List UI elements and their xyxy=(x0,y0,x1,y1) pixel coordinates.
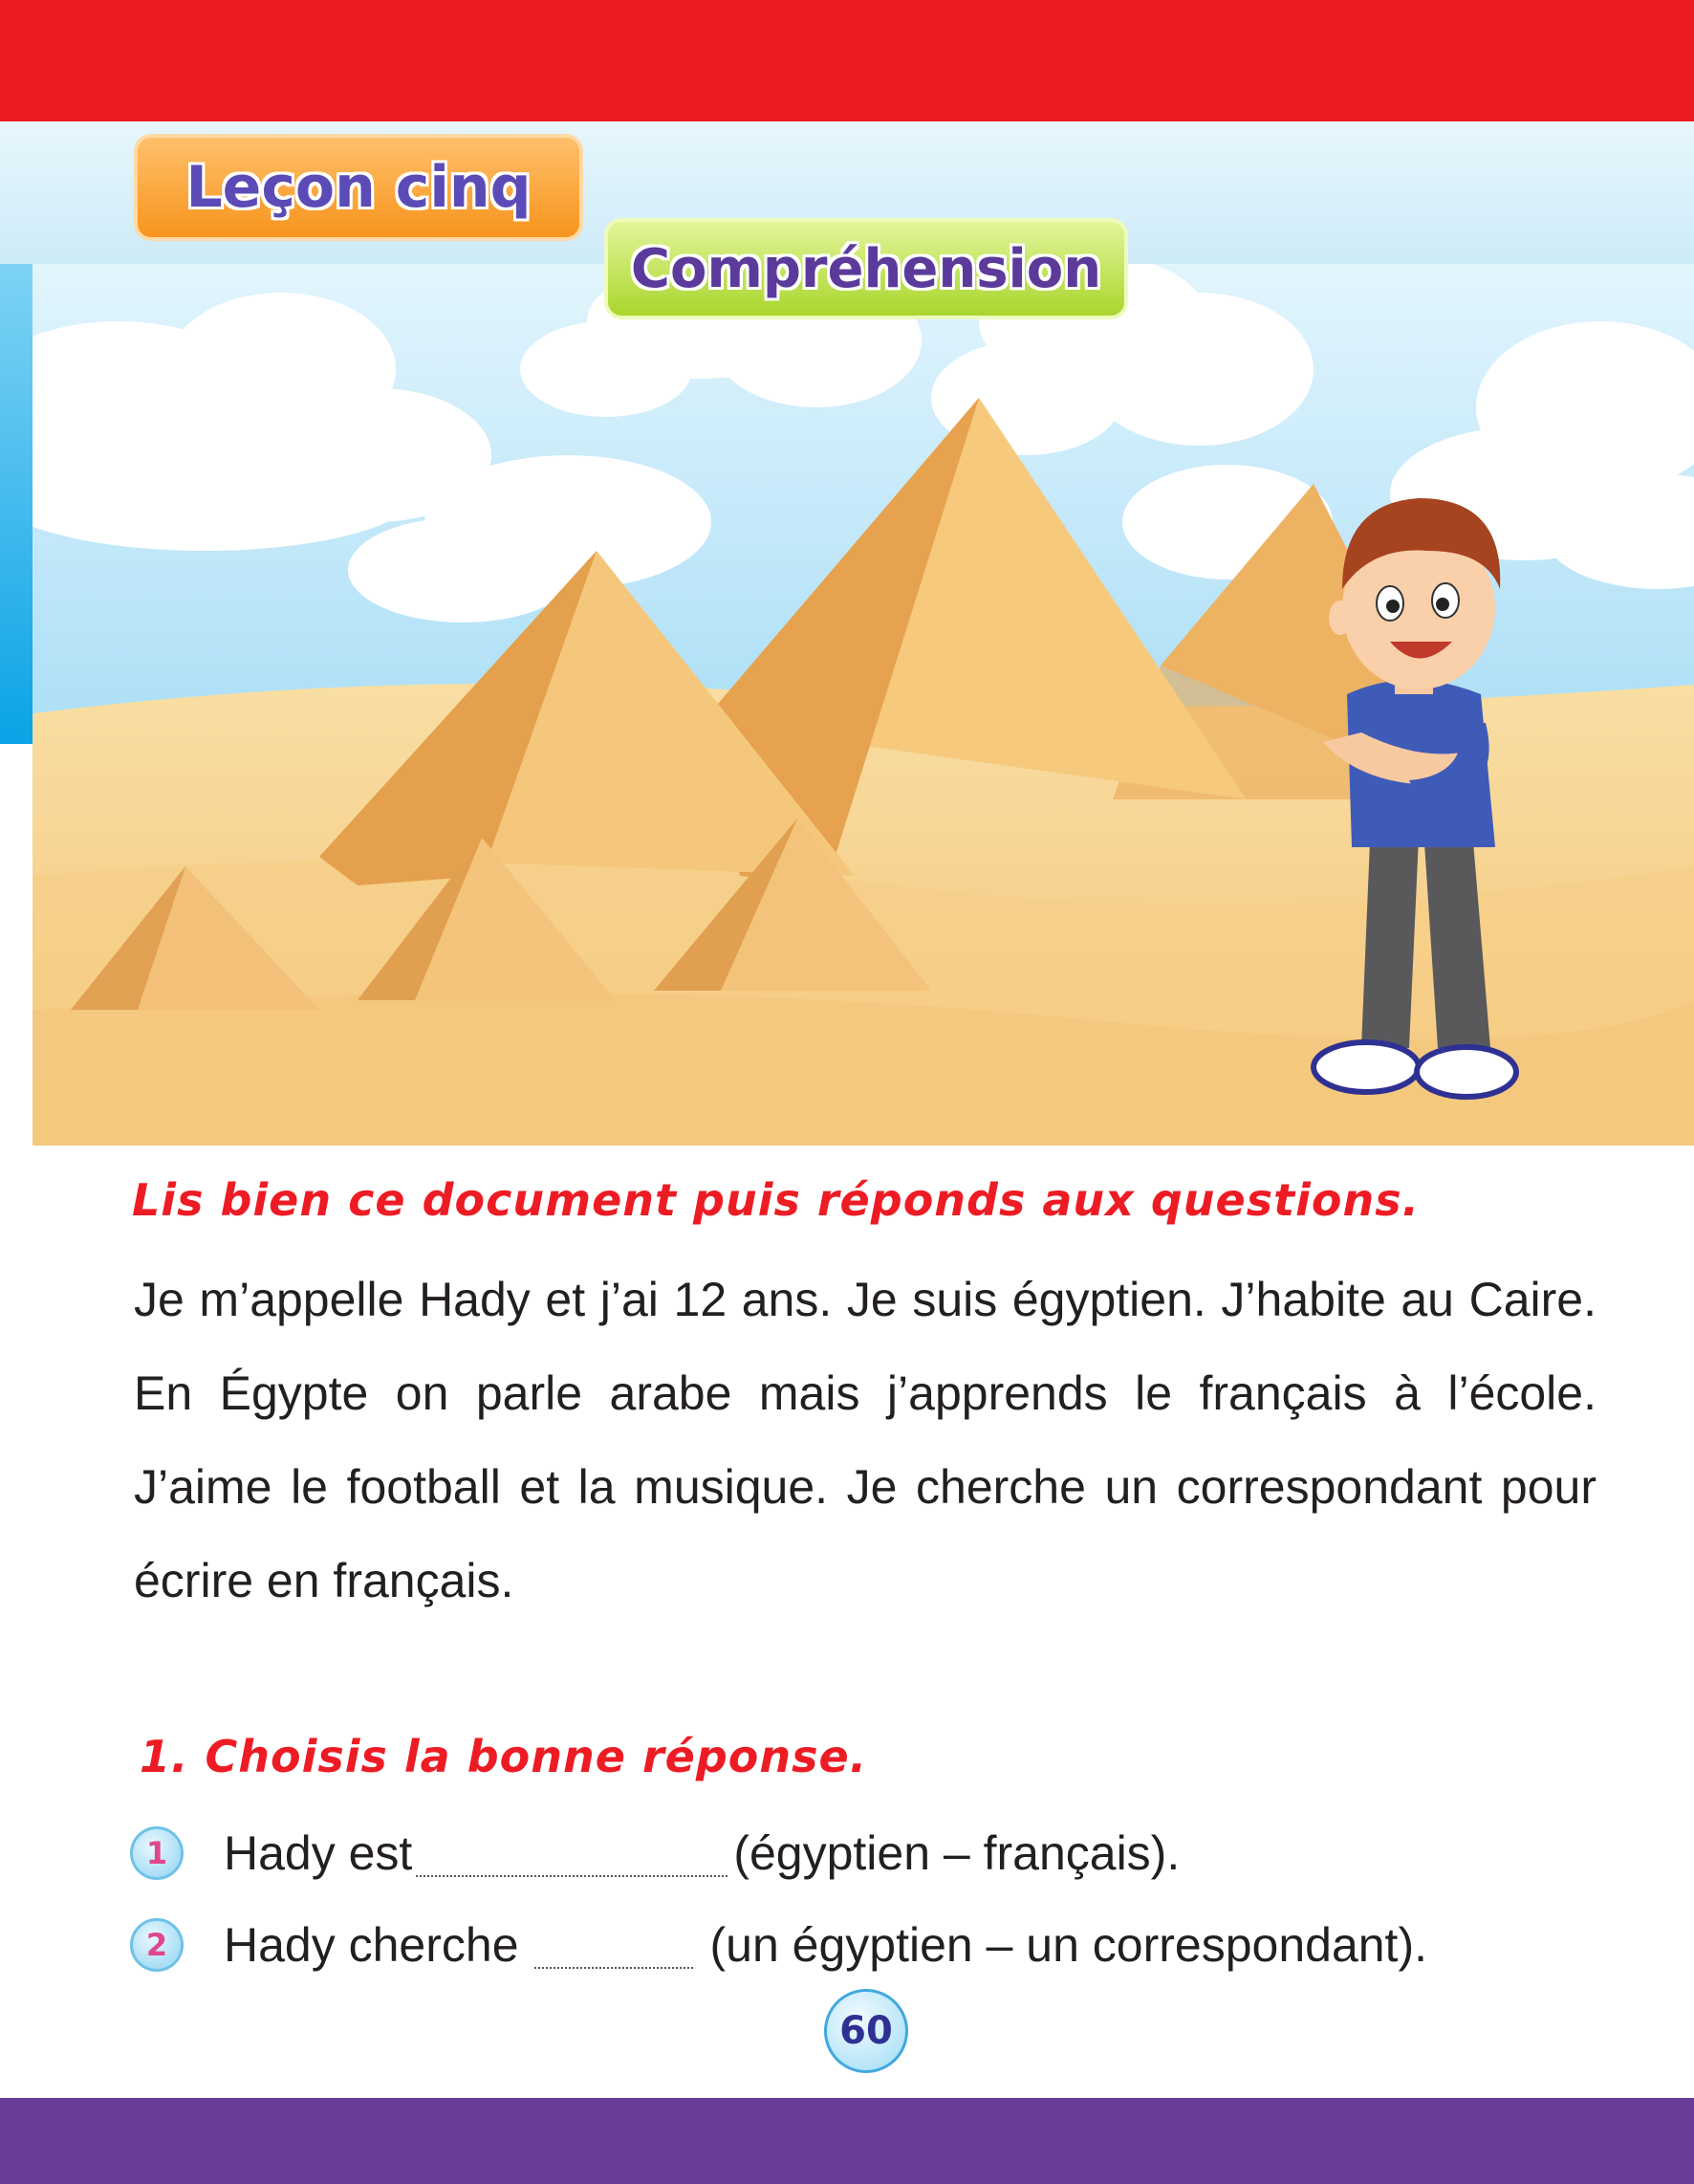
side-color-tab xyxy=(0,264,33,744)
answer-blank[interactable] xyxy=(416,1829,728,1877)
lesson-title-badge: Leçon cinq xyxy=(134,134,583,241)
question-options: (égyptien – français). xyxy=(733,1826,1181,1880)
reading-passage: Je m’appelle Hady et j’ai 12 ans. Je suis égyptien. J’habite au Caire. En Égypte on parle arabe mais j’apprends le français à l’école. J’aime le football et la musique. Je cherche un correspondant pour écrire en français. xyxy=(134,1273,1596,1607)
question-options: (un égyptien – un correspondant). xyxy=(709,1918,1427,1972)
question-prompt: Hady cherche xyxy=(224,1918,519,1972)
question-number-badge: 2 xyxy=(130,1918,184,1972)
pyramids-illustration xyxy=(33,264,1694,1146)
question-row xyxy=(130,1907,1427,1983)
page-number-badge: 60 xyxy=(824,1989,908,2073)
question-prompt: Hady est xyxy=(224,1826,413,1880)
section-title-badge: Compréhension xyxy=(604,218,1128,319)
answer-blank[interactable] xyxy=(534,1921,693,1969)
bottom-color-band xyxy=(0,2098,1694,2184)
exercise-title: 1. Choisis la bonne réponse. xyxy=(140,1731,868,1782)
top-color-band xyxy=(0,0,1694,121)
instruction-text: Lis bien ce document puis réponds aux questions. xyxy=(132,1174,1421,1226)
question-row xyxy=(130,1815,1180,1891)
question-number-badge: 1 xyxy=(130,1826,184,1880)
